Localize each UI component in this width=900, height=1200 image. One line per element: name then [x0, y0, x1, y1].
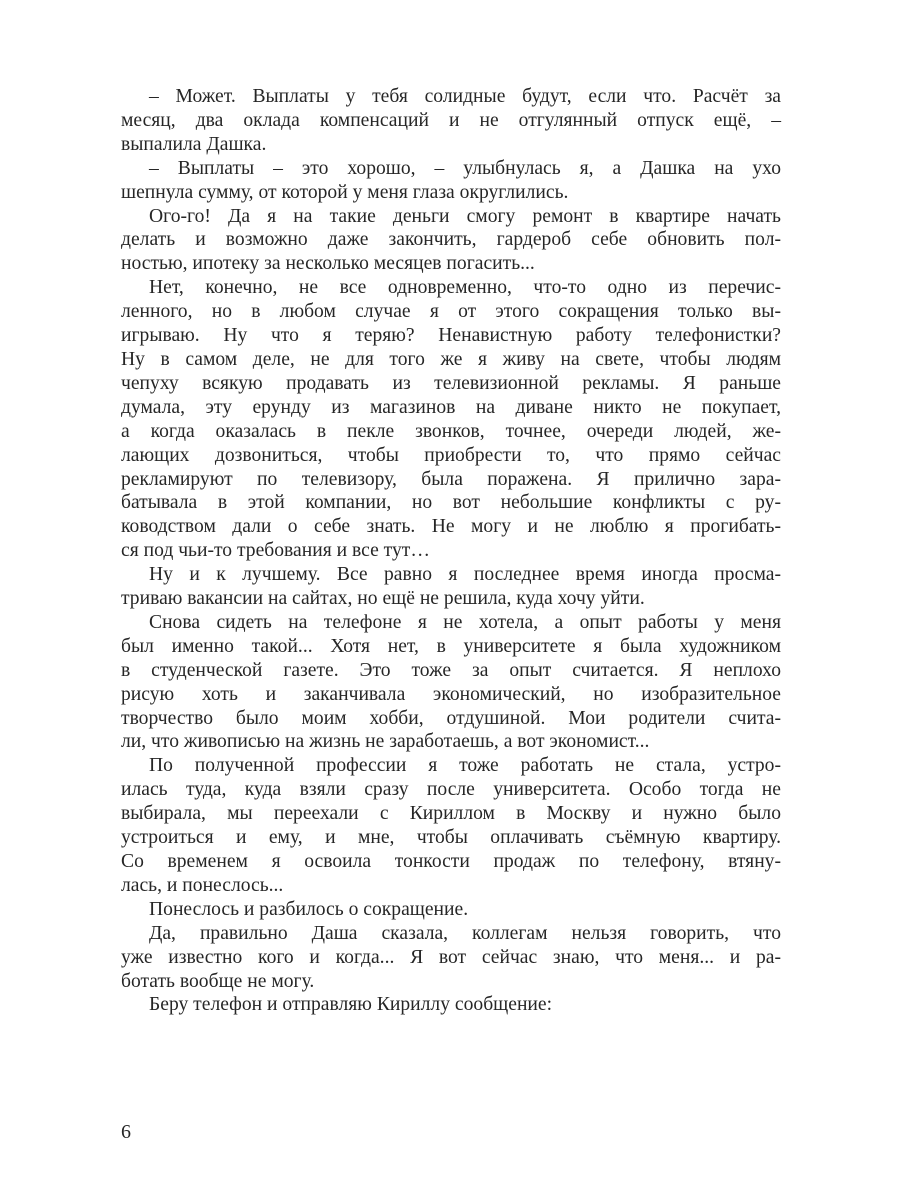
text-line: Понеслось и разбилось о сокращение.	[149, 898, 469, 920]
paragraph	[121, 85, 781, 157]
text-line: выбирала, мы переехали с Кириллом в Москву и нужно было	[121, 803, 781, 825]
paragraph	[121, 922, 781, 994]
text-line: илась туда, куда взяли сразу после университета. Особо тогда не	[121, 779, 781, 801]
paragraph	[121, 611, 781, 754]
text-line: ностью, ипотеку за несколько месяцев погасить...	[121, 253, 535, 275]
text-line: шепнула сумму, от которой у меня глаза округлились.	[121, 181, 569, 203]
text-line: ся под чьи-то требования и все тут…	[121, 540, 430, 562]
text-line: рисую хоть и заканчивала экономический, но изобразительное	[121, 683, 781, 705]
text-line: делать и возможно даже закончить, гардероб себе обновить пол-	[121, 229, 781, 251]
text-line: творчество было моим хобби, отдушиной. Мои родители счита-	[121, 707, 781, 729]
text-line: ботать вообще не могу.	[121, 970, 315, 992]
text-line: ленного, но в любом случае я от этого сокращения только вы-	[121, 301, 781, 323]
paragraph	[121, 276, 781, 563]
text-line: По полученной профессии я тоже работать не стала, устро-	[149, 755, 781, 777]
paragraph	[121, 563, 781, 611]
text-line: уже известно кого и когда... Я вот сейчас знаю, что меня... и ра-	[121, 946, 781, 968]
text-line: Нет, конечно, не все одновременно, что-то одно из перечис-	[149, 277, 781, 299]
text-line: игрываю. Ну что я теряю? Ненавистную работу телефонистки?	[121, 325, 781, 347]
paragraph	[121, 157, 781, 205]
text-line: устроиться и ему, и мне, чтобы оплачивать съёмную квартиру.	[121, 827, 781, 849]
paragraph	[121, 205, 781, 277]
text-line: триваю вакансии на сайтах, но ещё не решила, куда хочу уйти.	[121, 588, 645, 610]
text-line: рекламируют по телевизору, была поражена. Я прилично зара-	[121, 468, 781, 490]
text-line: ководством дали о себе знать. Не могу и не люблю я прогибать-	[121, 516, 781, 538]
text-line: месяц, два оклада компенсаций и не отгулянный отпуск ещё, –	[121, 109, 781, 131]
text-line: думала, эту ерунду из магазинов на диване никто не покупает,	[121, 396, 781, 418]
text-line: – Выплаты – это хорошо, – улыбнулась я, а Дашка на ухо	[149, 157, 781, 179]
text-line: а когда оказалась в пекле звонков, точнее, очереди людей, же-	[121, 420, 781, 442]
text-line: Беру телефон и отправляю Кириллу сообщение:	[149, 994, 553, 1016]
text-line: выпалила Дашка.	[121, 133, 267, 155]
text-line: Снова сидеть на телефоне я не хотела, а опыт работы у меня	[149, 611, 781, 633]
text-line: батывала в этой компании, но вот небольшие конфликты с ру-	[121, 492, 781, 514]
text-line: Ого-го! Да я на такие деньги смогу ремонт в квартире начать	[149, 205, 781, 227]
text-line: чепуху всякую продавать из телевизионной рекламы. Я раньше	[121, 372, 781, 394]
text-line: Да, правильно Даша сказала, коллегам нельзя говорить, что	[149, 922, 781, 944]
paragraph	[121, 993, 781, 1017]
text-line: ли, что живописью на жизнь не заработаешь, а вот экономист...	[121, 731, 650, 753]
text-line: лась, и понеслось...	[121, 874, 284, 896]
paragraph	[121, 898, 781, 922]
text-line: лающих дозвониться, чтобы приобрести то, что прямо сейчас	[121, 444, 781, 466]
text-line: – Может. Выплаты у тебя солидные будут, если что. Расчёт за	[149, 86, 781, 107]
text-line: Ну в самом деле, не для того же я живу на свете, чтобы людям	[121, 348, 781, 370]
text-line: был именно такой... Хотя нет, в университете я была художником	[121, 635, 781, 657]
paragraph	[121, 754, 781, 897]
text-line: Со временем я освоила тонкости продаж по телефону, втяну-	[121, 851, 781, 872]
text-line: в студенческой газете. Это тоже за опыт считается. Я неплохо	[121, 659, 781, 681]
text-line: Ну и к лучшему. Все равно я последнее время иногда просма-	[149, 564, 781, 586]
page-number: 6	[121, 1121, 131, 1143]
page-body-text	[121, 85, 781, 1017]
